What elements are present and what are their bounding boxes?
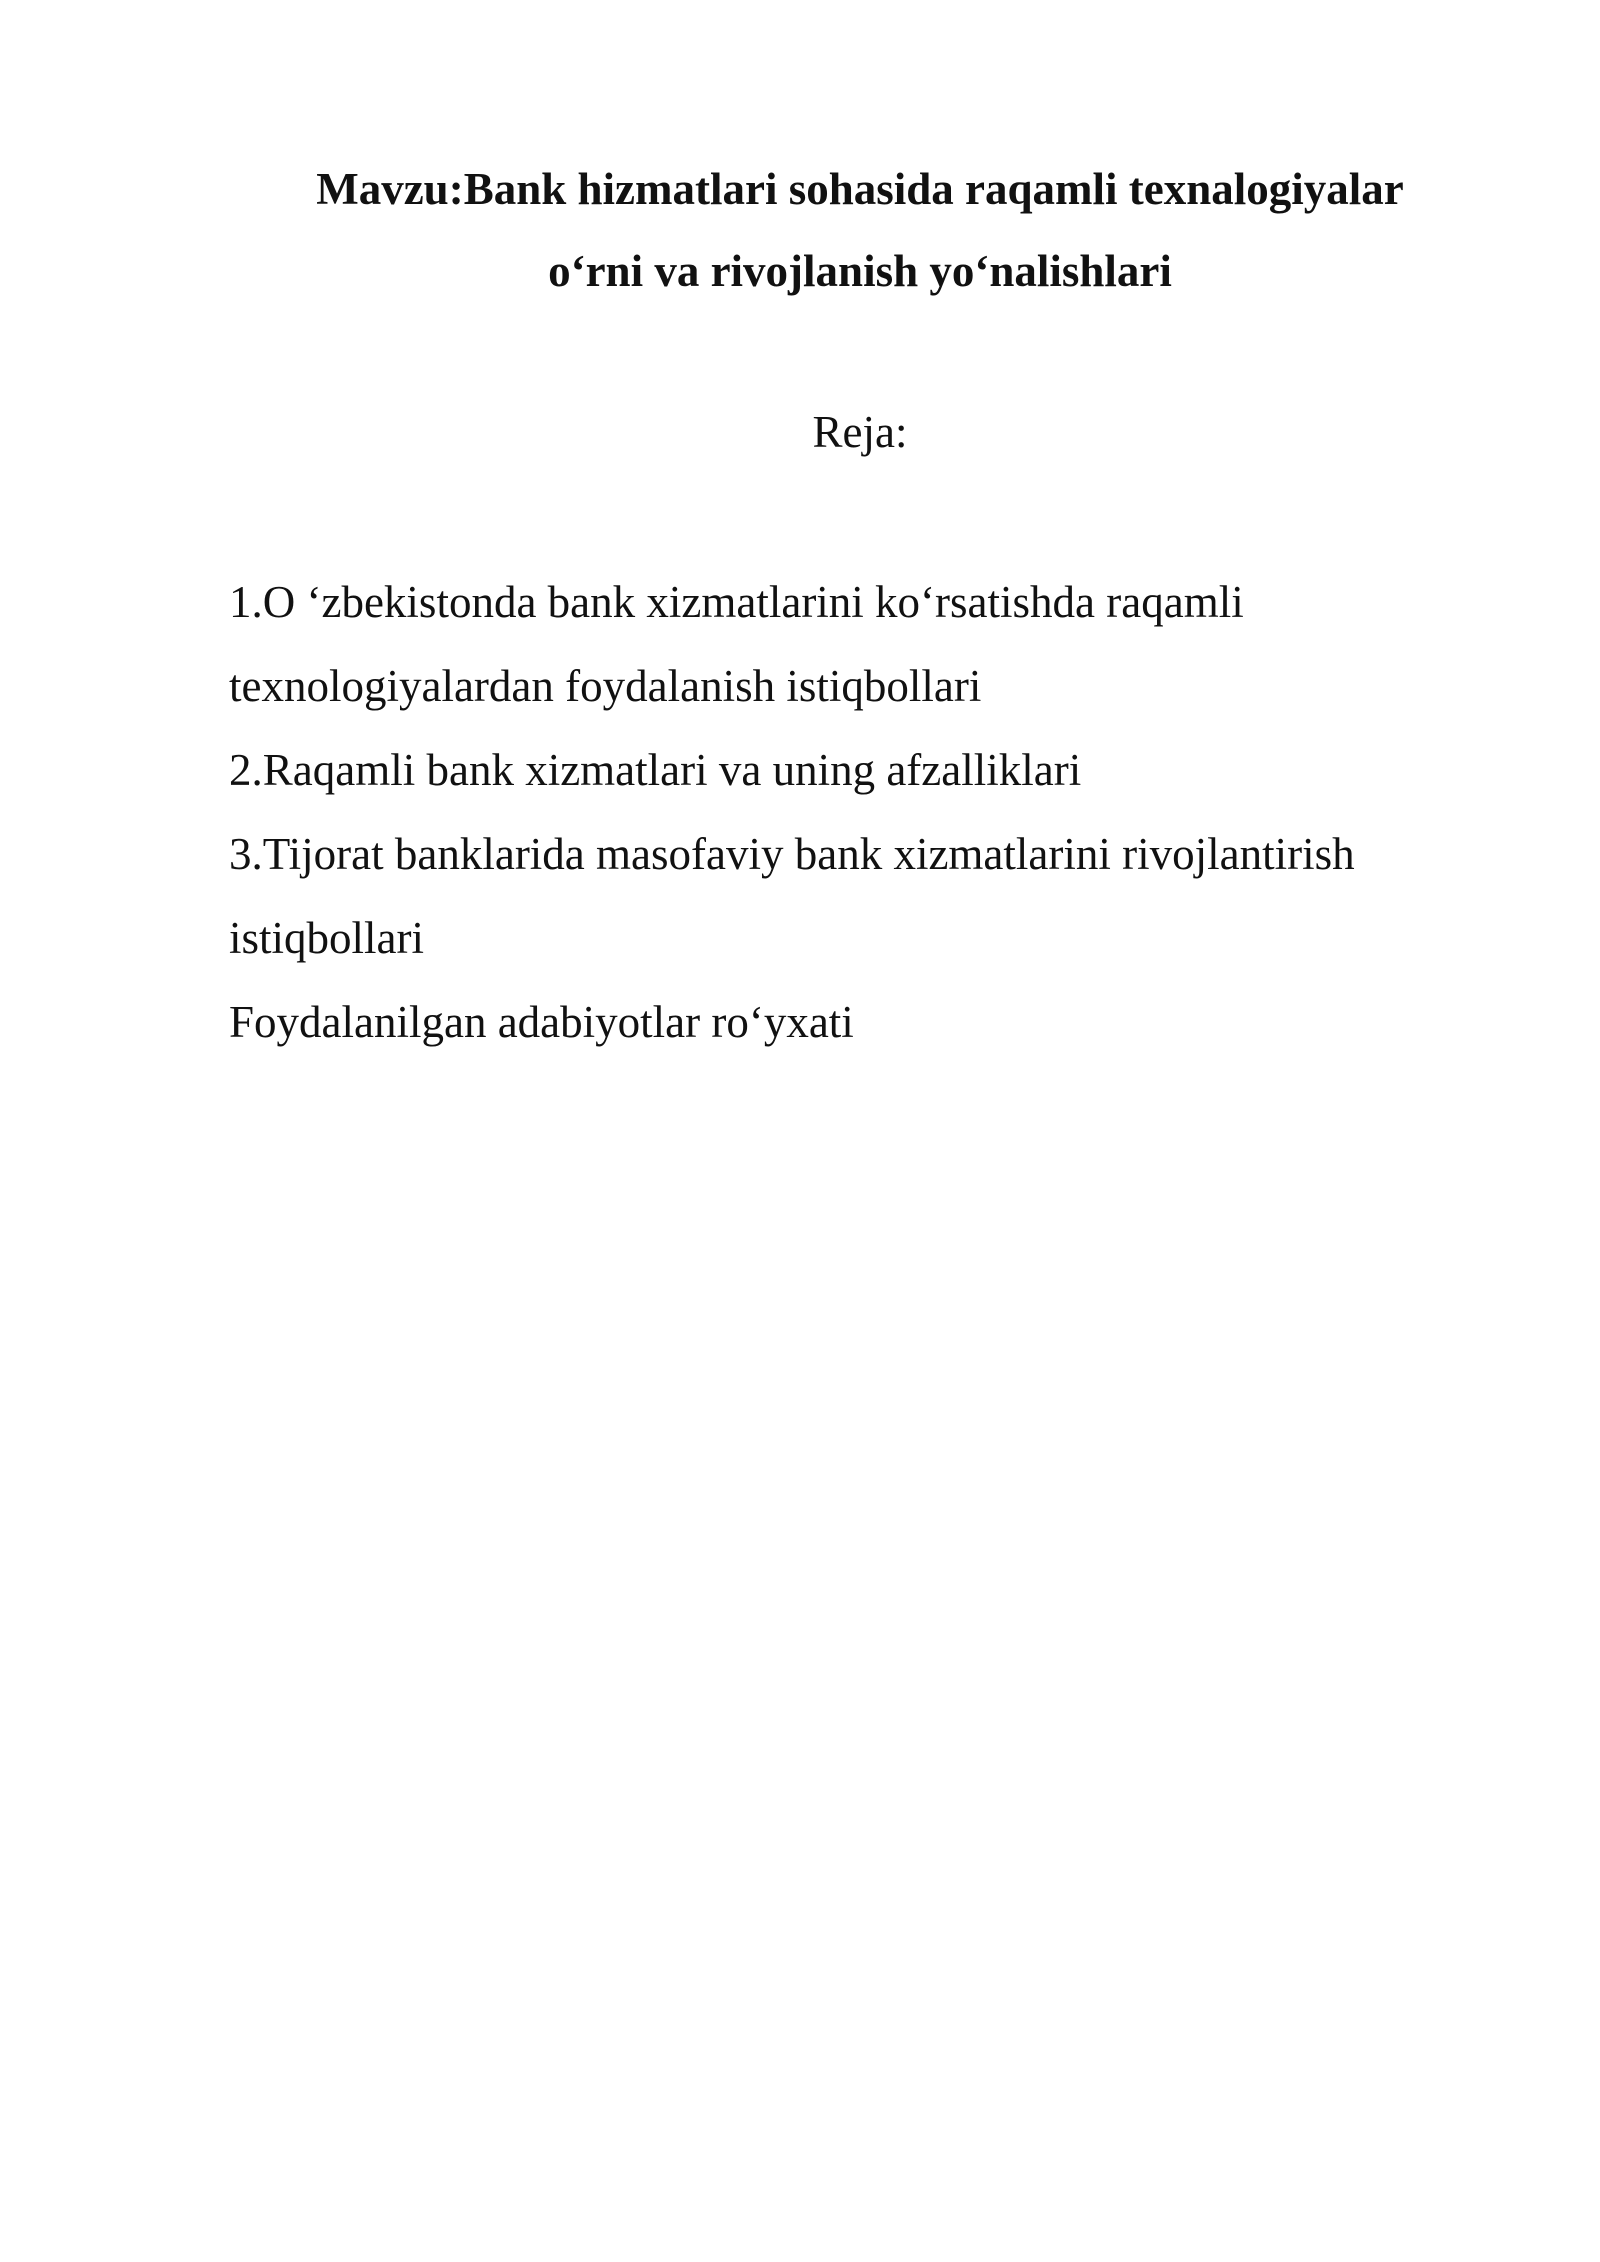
plan-item-1 [229,560,1509,728]
document-title [230,148,1490,312]
plan-item-2 [229,728,1509,812]
plan-item-3-line-1: 3.Tijorat banklarida masofaviy bank xizmatlarini rivojlantirish [229,829,1355,879]
plan-item-1-line-2: texnologiyalardan foydalanish istiqbollari [229,661,982,711]
plan-item-4-line-1: Foydalanilgan adabiyotlar ro‘yxati [229,997,854,1047]
plan-item-3 [229,812,1509,980]
plan-heading: Reja: [812,407,908,457]
plan-item-4 [229,980,1509,1064]
plan-list [229,560,1509,1064]
plan-item-1-line-1: 1.O ‘zbekistonda bank xizmatlarini ko‘rsatishda raqamli [229,577,1244,627]
title-line-2: o‘rni va rivojlanish yo‘nalishlari [548,246,1172,296]
plan-item-2-line-1: 2.Raqamli bank xizmatlari va uning afzalliklari [229,745,1082,795]
title-line-1: Mavzu:Bank hizmatlari sohasida raqamli texnalogiyalar [316,164,1404,214]
plan-item-3-line-2: istiqbollari [229,913,424,963]
